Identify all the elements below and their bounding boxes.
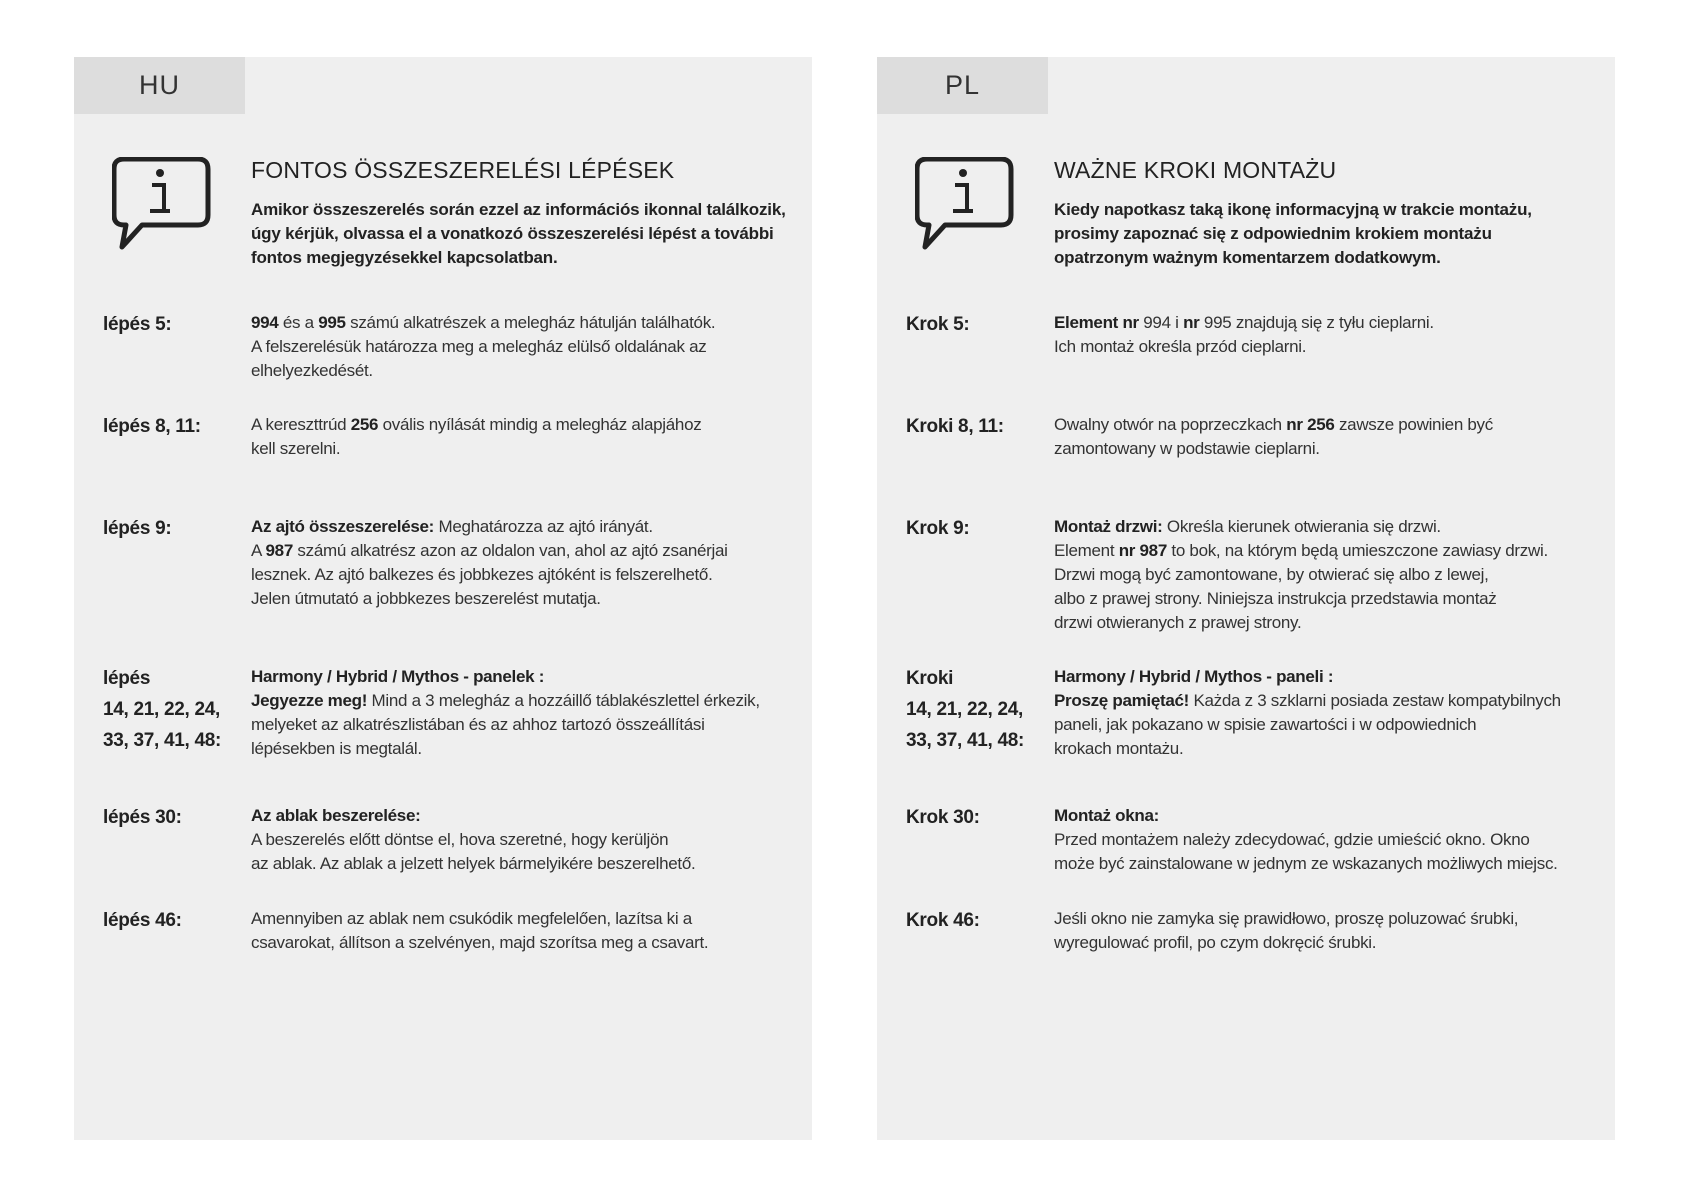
step-body: Harmony / Hybrid / Mythos - paneli : Proszę pamiętać! Każda z 3 szklarni posiada zestaw kompatybilnych paneli, jak pokazano w spisie zawartości i w odpowiednich krokach montażu. bbox=[1054, 667, 1561, 758]
step-label: lépés 30: bbox=[103, 807, 182, 828]
intro-text bbox=[1054, 198, 1594, 270]
intro-line: opatrzonym ważnym komentarzem dodatkowym. bbox=[1054, 248, 1441, 267]
step-body: Jeśli okno nie zamyka się prawidłowo, proszę poluzować śrubki, wyregulować profil, po czym dokręcić śrubki. bbox=[1054, 909, 1519, 952]
intro-line: fontos megjegyzésekkel kapcsolatban. bbox=[251, 248, 558, 267]
info-speech-bubble-icon bbox=[112, 157, 212, 257]
step-body: Az ablak beszerelése: A beszerelés előtt döntse el, hova szeretné, hogy kerüljön az ablak. Az ablak a jelzett helyek bármelyikére beszerelhető. bbox=[251, 806, 696, 873]
intro-text bbox=[251, 198, 791, 270]
step-label: lépés 8, 11: bbox=[103, 416, 201, 437]
step-body: Az ajtó összeszerelése: Meghatározza az ajtó irányát. A 987 számú alkatrész azon az oldalon van, ahol az ajtó zsanérjai lesznek. Az ajtó balkezes és jobbkezes ajtóként is felszerelhető. Jelen útmutató a jobbkezes beszerelést mutatja. bbox=[251, 517, 728, 608]
step-label: lépés 5: bbox=[103, 314, 172, 335]
step-label: Krok 5: bbox=[906, 314, 970, 335]
step-body: Owalny otwór na poprzeczkach nr 256 zawsze powinien być zamontowany w podstawie cieplarni. bbox=[1054, 415, 1493, 458]
page-pl bbox=[877, 57, 1615, 1140]
intro-line: úgy kérjük, olvassa el a vonatkozó összeszerelési lépést a további bbox=[251, 224, 774, 243]
step-body: Amennyiben az ablak nem csukódik megfelelően, lazítsa ki a csavarokat, állítson a szelvényen, majd szorítsa meg a csavart. bbox=[251, 909, 709, 952]
step-body: Montaż drzwi: Określa kierunek otwierania się drzwi. Element nr 987 to bok, na którym będą umieszczone zawiasy drzwi. Drzwi mogą być zamontowane, by otwierać się albo z lewej, albo z prawej strony. Niniejsza instrukcja przedstawia montaż drzwi otwieranych z prawej strony. bbox=[1054, 517, 1548, 632]
intro-line: Amikor összeszerelés során ezzel az információs ikonnal találkozik, bbox=[251, 200, 786, 219]
step-body: Harmony / Hybrid / Mythos - panelek : Jegyezze meg! Mind a 3 melegház a hozzáillő táblakészlettel érkezik, melyeket az alkatrészlistában és az ahhoz tartozó összeállítási lépésekben is megtalál. bbox=[251, 667, 760, 758]
step-label: Kroki 8, 11: bbox=[906, 416, 1004, 437]
step-label: Krok 9: bbox=[906, 518, 970, 539]
language-tab: HU bbox=[74, 57, 245, 114]
step-label: Krok 30: bbox=[906, 807, 980, 828]
page-title: FONTOS ÖSSZESZERELÉSI LÉPÉSEK bbox=[251, 157, 675, 183]
page-title: WAŻNE KROKI MONTAŻU bbox=[1054, 157, 1337, 183]
step-body: 994 és a 995 számú alkatrészek a melegház hátulján találhatók. A felszerelésük határozza meg a melegház elülső oldalának az elhelyezkedését. bbox=[251, 313, 716, 380]
info-speech-bubble-icon bbox=[915, 157, 1015, 257]
step-body: A kereszttrúd 256 ovális nyílását mindig a melegház alapjához kell szerelni. bbox=[251, 415, 702, 458]
page-hu bbox=[74, 57, 812, 1140]
step-label: lépés 46: bbox=[103, 910, 182, 931]
step-body: Montaż okna: Przed montażem należy zdecydować, gdzie umieścić okno. Okno może być zainstalowane w jednym ze wskazanych możliwych miejsc. bbox=[1054, 806, 1558, 873]
intro-line: Kiedy napotkasz taką ikonę informacyjną w trakcie montażu, bbox=[1054, 200, 1532, 219]
header bbox=[1054, 157, 1594, 270]
step-label: lépés 14, 21, 22, 24, 33, 37, 41, 48: bbox=[103, 668, 222, 751]
language-tab: PL bbox=[877, 57, 1048, 114]
header bbox=[251, 157, 791, 270]
step-label: lépés 9: bbox=[103, 518, 172, 539]
step-label: Krok 46: bbox=[906, 910, 980, 931]
step-label: Kroki 14, 21, 22, 24, 33, 37, 41, 48: bbox=[906, 668, 1025, 751]
intro-line: prosimy zapoznać się z odpowiednim krokiem montażu bbox=[1054, 224, 1492, 243]
step-body: Element nr 994 i nr 995 znajdują się z tyłu cieplarni. Ich montaż określa przód cieplarni. bbox=[1054, 313, 1434, 356]
